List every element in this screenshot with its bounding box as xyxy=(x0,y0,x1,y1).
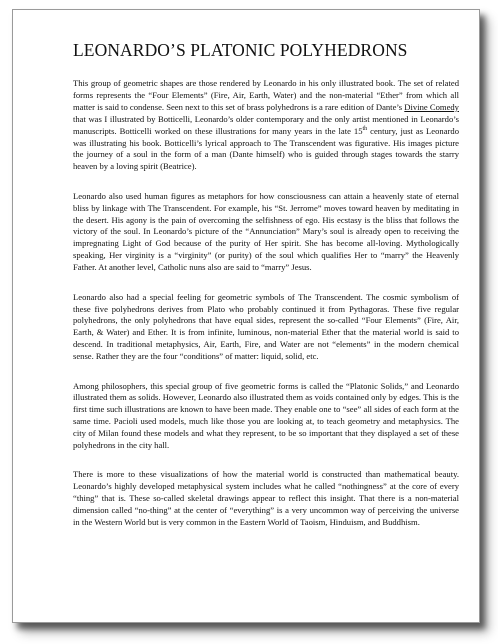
superscript: th xyxy=(362,125,368,132)
paragraph-2: Leonardo also used human figures as metaphors for how consciousness can attain a heavenly state of eternal bliss by linkage with The Transcendent. For example, his “St. Jerrome” moves toward heaven by meditating in the desert. His agony is the pain of overcoming the selfishness of ego. His ecstasy is the bliss that follows the victory of the soul. In Leonardo’s picture of the “Annunciation” Mary’s soul is already open to receiving the impregnating Light of God because of the purity of Her spirit. She has become all-loving. Mythologically speaking, Her virginity is a “virginity” (or purity) of the soul which qualifies Her to “marry” the Heavenly Father. At another level, Catholic nuns also are said to “marry” Jesus. xyxy=(73,190,459,273)
document-content xyxy=(73,40,459,547)
paragraph-4: Among philosophers, this special group of five geometric forms is called the “Platonic Solids,” and Leonardo illustrated them as solids. However, Leonardo also illustrated them as voids contained only by edges. This is the first time such illustrations are known to have been made. They enable one to “see” all sides of each form at the same time. Pacioli used models, much like those you are looking at, to teach geometry and metaphysics. The city of Milan found these models and what they represent, to be so important that they displayed a set of these polyhedrons in the city hall. xyxy=(73,380,459,451)
book-title: Divine Comedy xyxy=(404,101,459,112)
paragraph-3: Leonardo also had a special feeling for geometric symbols of The Transcendent. The cosmic symbolism of these five polyhedrons derives from Plato who probably continued it from Pythagoras. These five regular polyhedrons, the only polyhedrons that have equal sides, represent the so-called “Four Elements” (Fire, Air, Earth, & Water) and Ether. It is from infinite, luminous, non-material Ether that the material world is said to descend. In traditional metaphysics, Air, Earth, Fire, and Water are not “elements” in the modern chemical sense. Rather they are the four “conditions” of matter: liquid, solid, etc. xyxy=(73,291,459,362)
document-page xyxy=(12,9,480,623)
paragraph-1-text-b: that was I illustrated by Botticelli, Leonardo’s older contemporary and the only artist mentioned in Leonardo’s manuscripts. Botticelli worked on these illustrations for many years in the late 15 xyxy=(73,113,459,136)
paragraph-5: There is more to these visualizations of how the material world is constructed than mathematical beauty. Leonardo’s highly developed metaphysical system includes what he called “nothingness” at the core of every “thing” that is. These so-called skeletal drawings appear to reflect this insight. That there is a non-material dimension called “no-thing” at the center of “everything” is a very uncommon way of perceiving the universe in the Western World but is very common in the Eastern World of Taoism, Hinduism, and Buddhism. xyxy=(73,469,459,528)
paragraph-1-text-c: century, just as Leonardo was illustrating his book. Botticelli’s lyrical approach to The Transcendent was figurative. His images picture the journey of a soul in the form of a man (Dante himself) who is guided through stages towards the starry heaven by a loving spirit (Beatrice). xyxy=(73,125,459,172)
paragraph-1-text-a: This group of geometric shapes are those rendered by Leonardo in his only illustrated book. The set of related forms represents the “Four Elements” (Fire, Air, Earth, Water) and the non-material “Ether” from which all matter is said to condense. Seen next to this set of brass polyhedrons is a rare edition of Dante’s xyxy=(73,78,459,112)
paragraph-1 xyxy=(73,78,459,173)
page-title: LEONARDO’S PLATONIC POLYHEDRONS xyxy=(73,40,408,60)
